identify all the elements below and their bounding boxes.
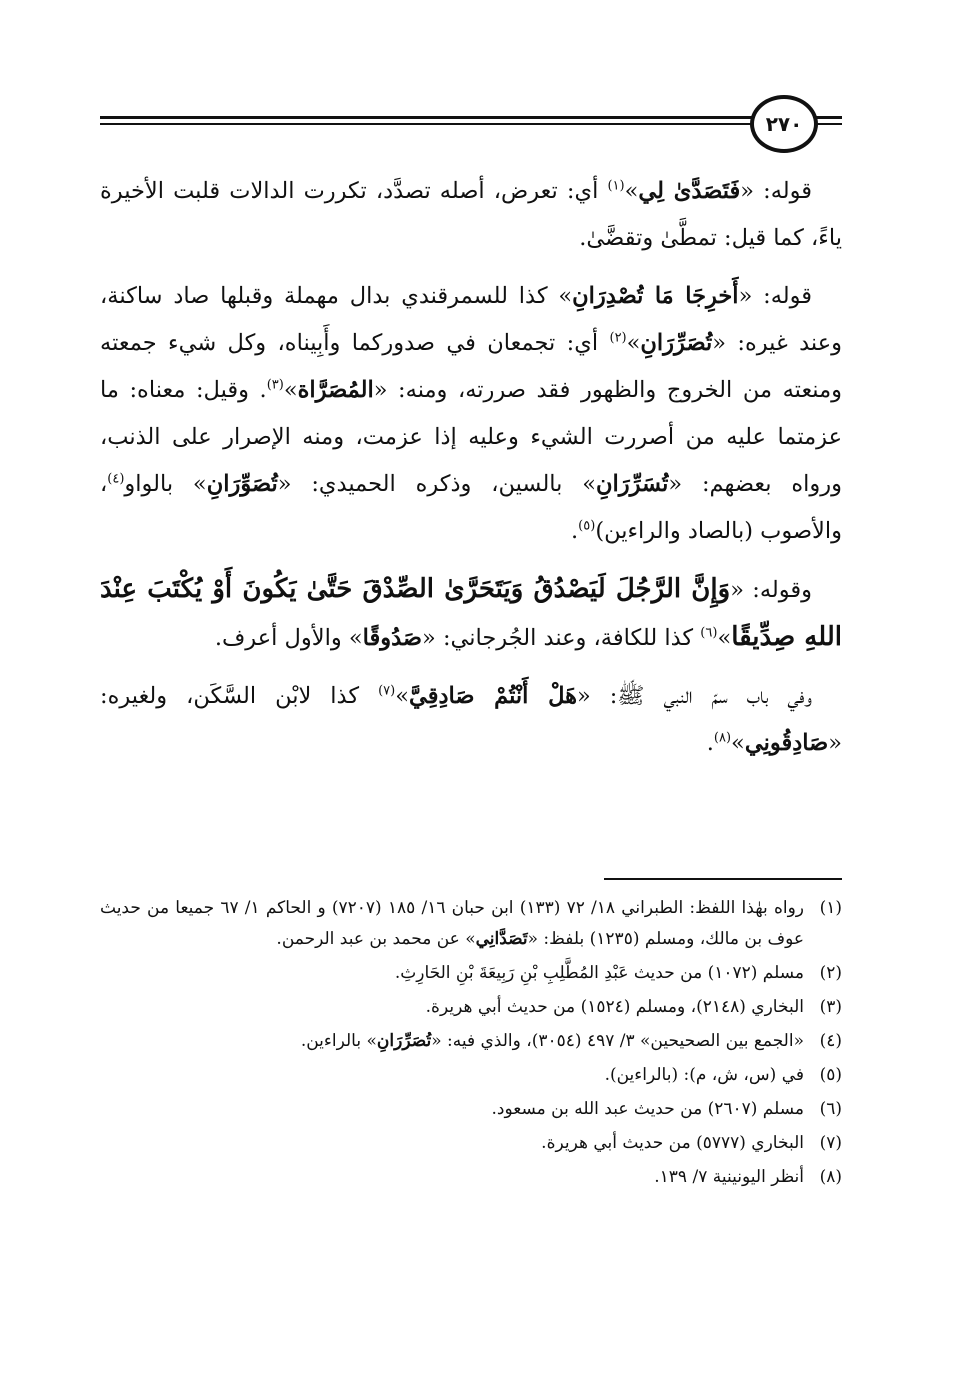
quoted-word: تُصَرِّرَانِ <box>640 330 713 356</box>
footnote-number: (٣) <box>819 997 842 1017</box>
text-segment: » <box>731 730 745 756</box>
footnote-number: (٥) <box>819 1065 842 1085</box>
page-number: ٢٧٠ <box>750 95 818 153</box>
footnote-text: في (س، ش، م): (بالراءين). <box>604 1065 804 1085</box>
text-segment: » <box>283 377 298 403</box>
text-segment: » <box>717 625 732 651</box>
text-segment: » <box>395 683 409 709</box>
text-segment: وفي باب سمّ النبي ﷺ: « <box>576 683 812 709</box>
paragraph-3 <box>100 566 842 662</box>
text-segment: قوله: « <box>740 178 813 204</box>
text-segment: » بالراءين. <box>300 1031 377 1051</box>
text-segment: » والأول أعرف. <box>214 625 363 651</box>
text-segment: » <box>624 178 639 204</box>
footnote-item <box>100 992 842 1023</box>
header-rule-thick <box>100 116 842 119</box>
page-header <box>100 95 842 155</box>
footnote-number: (١) <box>819 898 842 918</box>
text-segment: . <box>571 518 579 544</box>
footnote-number: (٧) <box>819 1133 842 1153</box>
text-segment: » عن محمد بن عبد الرحمن. <box>276 929 476 949</box>
text-segment: رواه بهٰذا اللفظ: الطبراني ١٨/ ٧٢ (١٣٣) ابن حبان ١٦/ ١٨٥ (٧٢٠٧) و الحاكم ١/ ٦٧ جميعا من حديث عوف بن مالك، ومسلم (١٢٣٥) بلفظ: « <box>100 898 805 949</box>
quoted-word: تُسَرِّرَانِ <box>596 471 669 497</box>
text-segment: » بالواو <box>124 471 207 497</box>
footnote-ref: (٤) <box>107 471 125 487</box>
footnote-ref: (١) <box>607 178 625 194</box>
paragraph-1 <box>100 168 842 262</box>
text-segment: وقوله: « <box>730 577 812 603</box>
quoted-word: أَخرِجَا مَا تُصْدِرَانِ <box>572 283 739 309</box>
footnote-separator <box>604 878 842 880</box>
text-segment: ، والأصوب (بالصاد والراءين) <box>100 471 842 544</box>
footnote-ref: (٦) <box>700 625 718 641</box>
text-segment: . <box>706 730 714 756</box>
text-segment: كذا للكافة، وعند الجُرجاني: « <box>422 625 701 651</box>
footnote-item <box>100 893 842 955</box>
quoted-word: صَدُوقًا <box>362 625 423 651</box>
footnote-item <box>100 1026 842 1057</box>
footnote-item <box>100 1060 842 1091</box>
footnotes <box>100 893 842 1196</box>
footnote-text: البخاري (٥٧٧٧) من حديث أبي هريرة. <box>541 1133 804 1153</box>
paragraph-2 <box>100 273 842 555</box>
header-rule-thin <box>100 123 842 125</box>
footnote-text: مسلم (٢٦٠٧) من حديث عبد الله بن مسعود. <box>491 1099 804 1119</box>
footnote-number: (٨) <box>819 1167 842 1187</box>
quoted-hadith: وَإِنَّ الرَّجُلَ لَيَصْدُقُ وَيَتَحَرَّىٰ الصِّدْقَ حَتَّىٰ يَكُونَ أَوْ يُكْتَبَ عِنْدَ اللهِ صِدِّيقًا <box>100 574 842 652</box>
text-segment: كذا لابْن السَّكَن، ولغيره: « <box>100 683 842 756</box>
quoted-word: صَادِقُونِي <box>744 730 829 756</box>
footnote-number: (٤) <box>819 1031 842 1051</box>
text-segment: » <box>626 330 641 356</box>
quoted-word: فَتَصَدَّىٰ لِي <box>638 178 741 204</box>
text-segment: » كذا للسمرقندي بدال مهملة وقبلها صاد ساكنة، وعند غيره: « <box>100 283 842 356</box>
text-segment: «الجمع بين الصحيحين» ٣/ ٤٩٧ (٣٠٥٤)، والذي فيه: « <box>431 1031 804 1051</box>
text-segment: قوله: « <box>738 283 813 309</box>
footnote-item <box>100 1128 842 1159</box>
quoted-word: تَصَدَّانِي <box>475 929 528 949</box>
text-segment: . وقيل: معناه: ما عزمتما عليه من أصررت الشيء وعليه إذا عزمت، ومنه الإصرار على الذنب، ورواه بعضهم: « <box>100 377 842 497</box>
footnote-item <box>100 1162 842 1193</box>
text-segment: » بالسين، وذكره الحميدي: « <box>277 471 596 497</box>
quoted-word: هَلْ أَنْتُمْ صَادِقِيَّ <box>408 683 577 709</box>
quoted-word: تُصَوِّرَانِ <box>206 471 278 497</box>
footnote-text <box>100 1026 804 1057</box>
text-segment: أي: تعرض، أصله تصدَّد، تكررت الدالات قلبت الأخيرة ياءً، كما قيل: تمطَّىٰ وتقضَّىٰ. <box>100 178 842 251</box>
footnote-item <box>100 958 842 989</box>
quoted-word: تُصَرِّرَانِ <box>376 1031 432 1051</box>
footnote-number: (٦) <box>819 1099 842 1119</box>
footnote-ref: (٥) <box>578 518 596 534</box>
footnote-ref: (٢) <box>609 330 627 346</box>
footnote-number: (٢) <box>819 963 842 983</box>
quoted-word: المُصَرَّاة <box>297 377 374 403</box>
footnote-ref: (٨) <box>713 730 732 746</box>
footnote-ref: (٧) <box>378 683 396 699</box>
main-text <box>100 168 842 778</box>
text-segment: أي: تجمعان في صدوركما وأَبِيناه، وكل شيء جمعته ومنعته من الخروج والظهور فقد صررته، ومنه: « <box>100 330 843 403</box>
footnote-item <box>100 1094 842 1125</box>
footnote-text: البخاري (٢١٤٨)، ومسلم (١٥٢٤) من حديث أبي هريرة. <box>425 997 804 1017</box>
footnote-text <box>100 893 804 955</box>
paragraph-4 <box>100 673 842 767</box>
footnote-text: مسلم (١٠٧٢) من حديث عَبْدِ المُطَّلِبِ بْنِ رَبِيعَةَ بْنِ الحَارِثِ. <box>394 963 804 983</box>
footnote-text: أنظر اليونينية ٧/ ١٣٩. <box>654 1167 804 1187</box>
footnote-ref: (٣) <box>266 377 284 393</box>
